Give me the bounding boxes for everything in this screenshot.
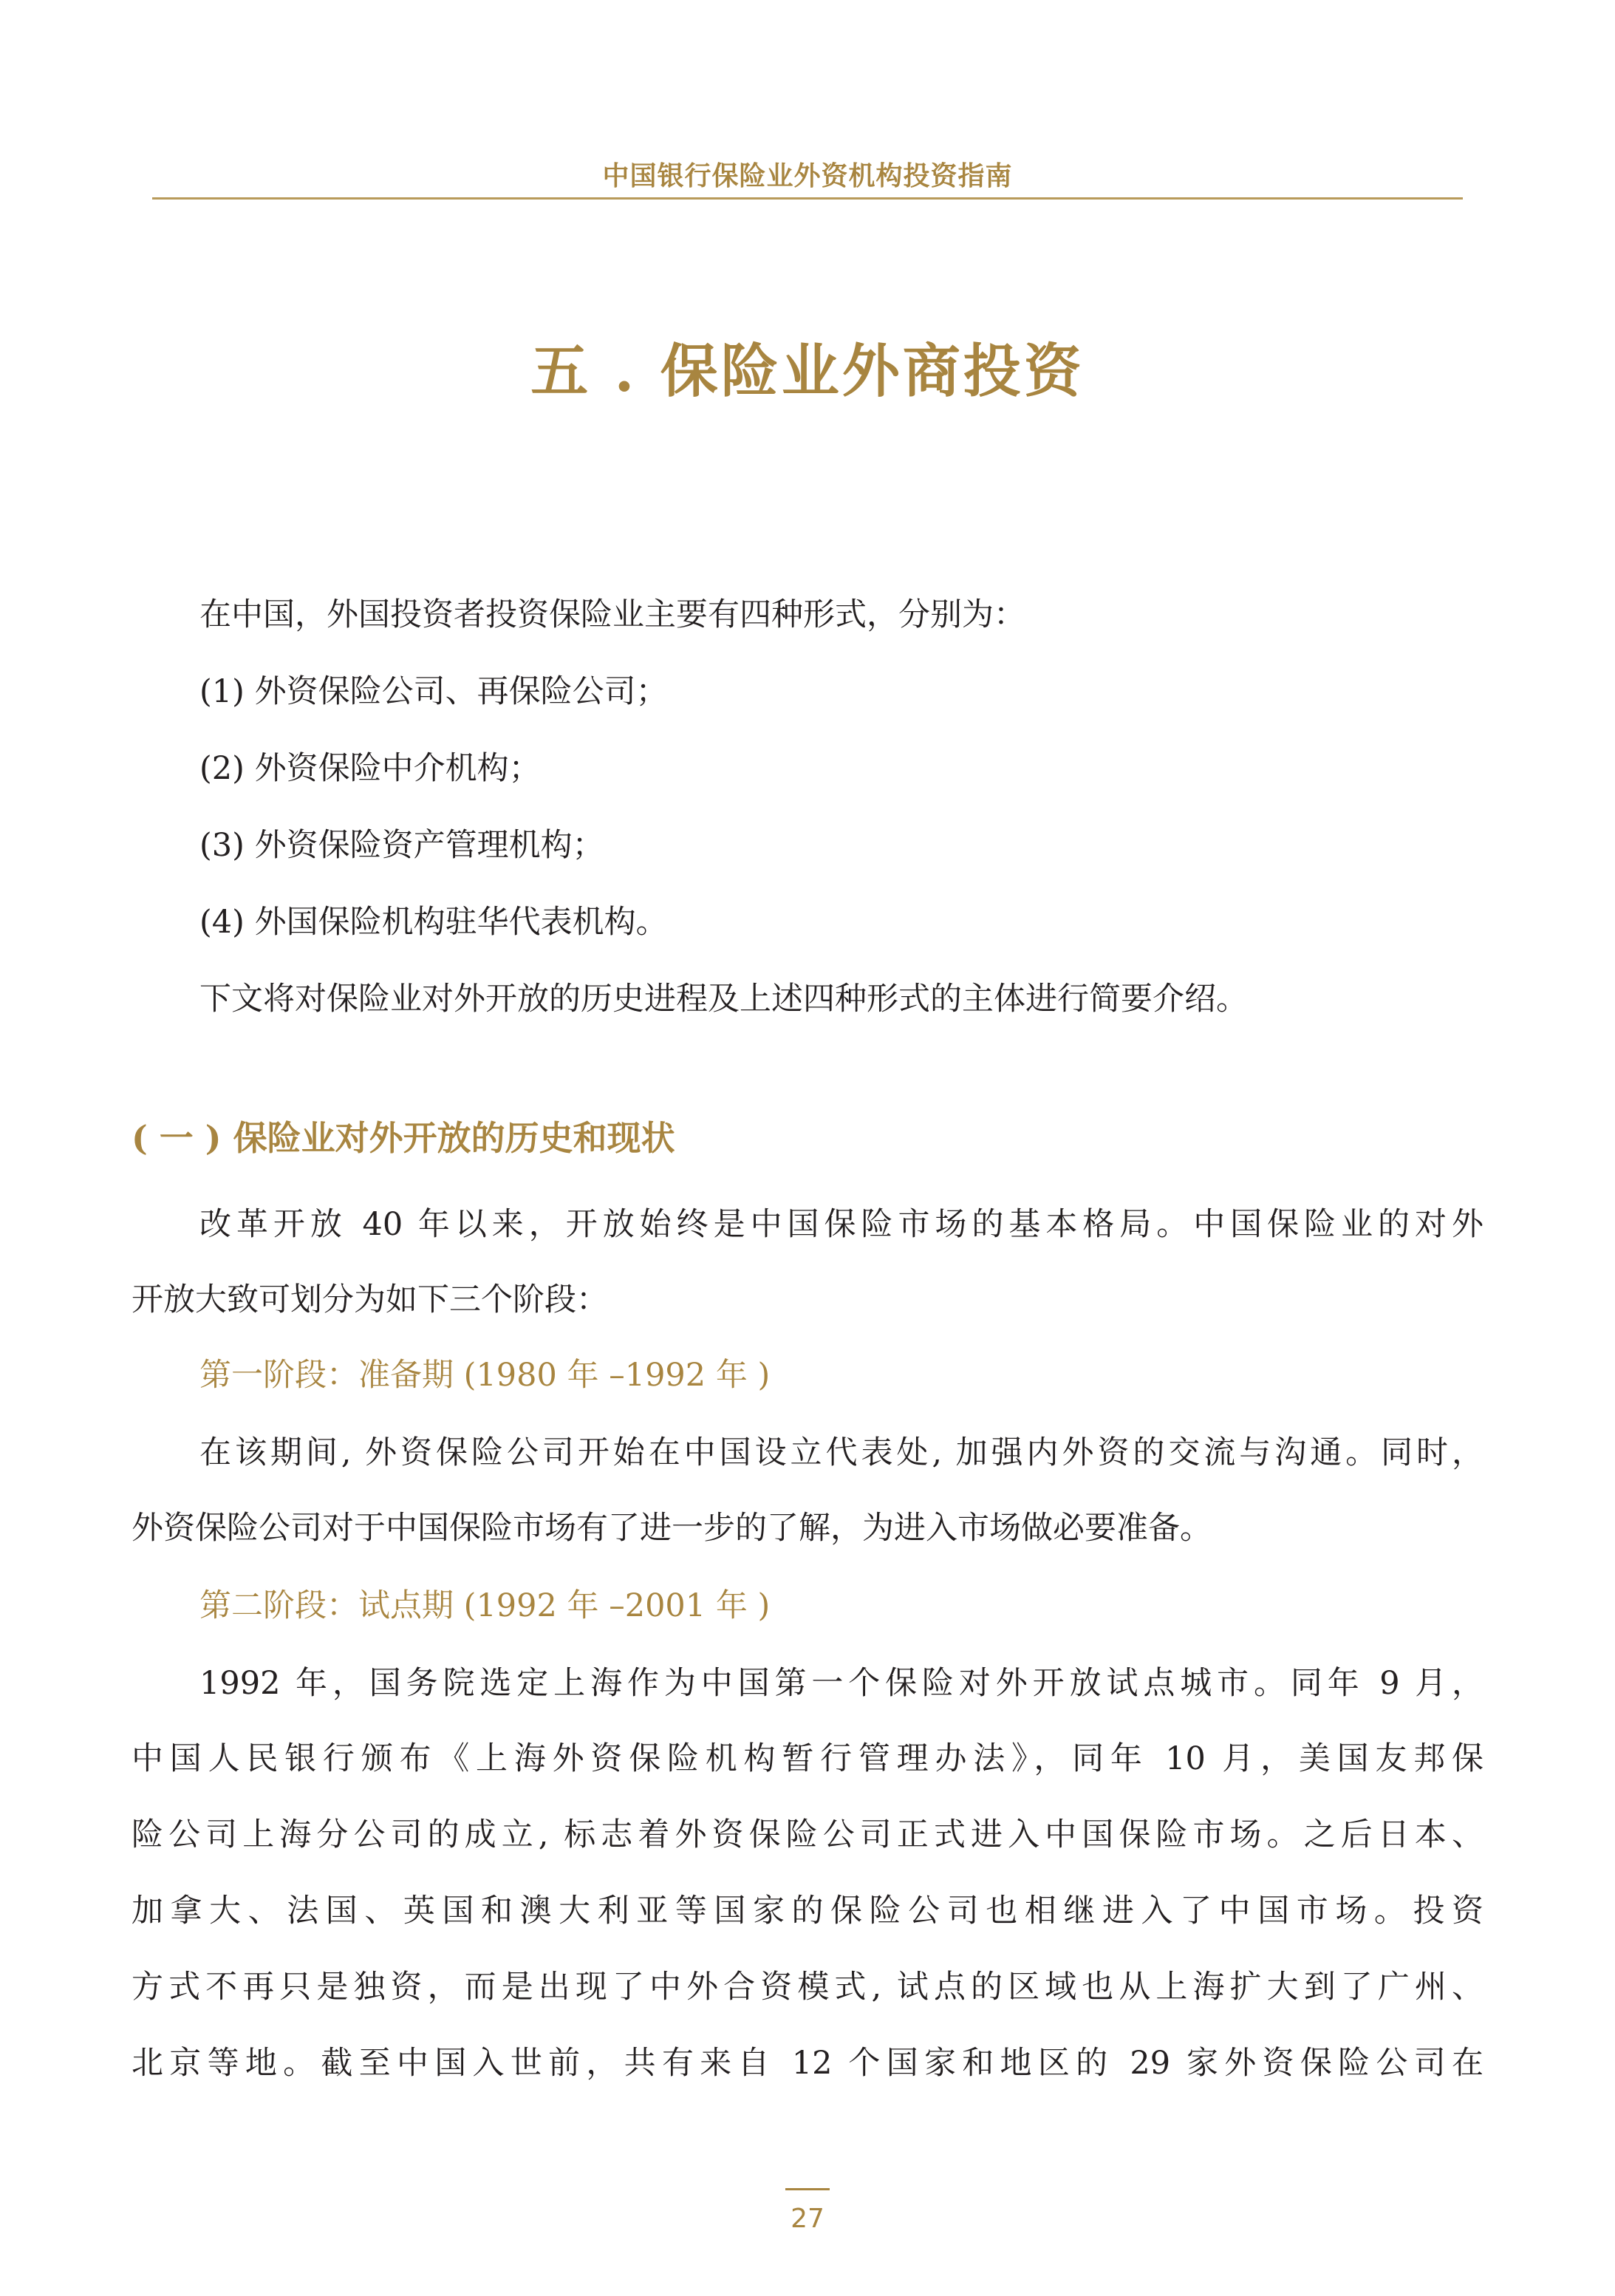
stage-2-title: 第二阶段：试点期 (1992 年 –2001 年 ) (199, 1587, 771, 1624)
intro-lead: 在中国，外国投资者投资保险业主要有四种形式，分别为： (199, 596, 1025, 633)
section-paragraph-line-2: 开放大致可划分为如下三个阶段： (132, 1281, 608, 1318)
intro-item-2: (2) 外资保险中介机构； (199, 750, 541, 787)
stage-2-line-6: 北京等地。截至中国入世前，共有来自 12 个国家和地区的 29 家外资保险公司在 (132, 2045, 1483, 2082)
chapter-title: 五 . 保险业外商投资 (530, 338, 1085, 405)
stage-2-line-2: 中国人民银行颁布《上海外资保险机构暂行管理办法》，同年 10 月，美国友邦保 (132, 1740, 1483, 1777)
stage-2-line-1: 1992 年，国务院选定上海作为中国第一个保险对外开放试点城市。同年 9 月， (199, 1665, 1483, 1702)
intro-closing: 下文将对保险业对外开放的历史进程及上述四种形式的主体进行简要介绍。 (199, 981, 1248, 1018)
stage-2-line-3: 险公司上海分公司的成立, 标志着外资保险公司正式进入中国保险市场。之后日本、 (132, 1816, 1483, 1853)
stage-2-line-5: 方式不再只是独资，而是出现了中外合资模式, 试点的区域也从上海扩大到了广州、 (132, 1969, 1483, 2006)
stage-1-title: 第一阶段：准备期 (1980 年 –1992 年 ) (199, 1357, 771, 1394)
intro-item-3: (3) 外资保险资产管理机构； (199, 827, 604, 864)
stage-2-line-4: 加拿大、法国、英国和澳大利亚等国家的保险公司也相继进入了中国市场。投资 (132, 1893, 1483, 1929)
section-heading: ( 一 ) 保险业对外开放的历史和现状 (132, 1118, 675, 1158)
intro-item-1: (1) 外资保险公司、再保险公司； (199, 673, 668, 710)
page-number: 27 (791, 2204, 824, 2234)
running-header: 中国银行保险业外资机构投资指南 (602, 161, 1013, 191)
stage-1-line-1: 在该期间, 外资保险公司开始在中国设立代表处, 加强内外资的交流与沟通。同时， (199, 1434, 1483, 1471)
section-paragraph-line-1: 改革开放 40 年以来，开放始终是中国保险市场的基本格局。中国保险业的对外 (199, 1206, 1483, 1243)
intro-item-4: (4) 外国保险机构驻华代表机构。 (199, 904, 668, 941)
page-number-dash (785, 2188, 830, 2190)
header-rule (152, 197, 1463, 200)
stage-1-line-2: 外资保险公司对于中国保险市场有了进一步的了解，为进入市场做必要准备。 (132, 1510, 1212, 1547)
